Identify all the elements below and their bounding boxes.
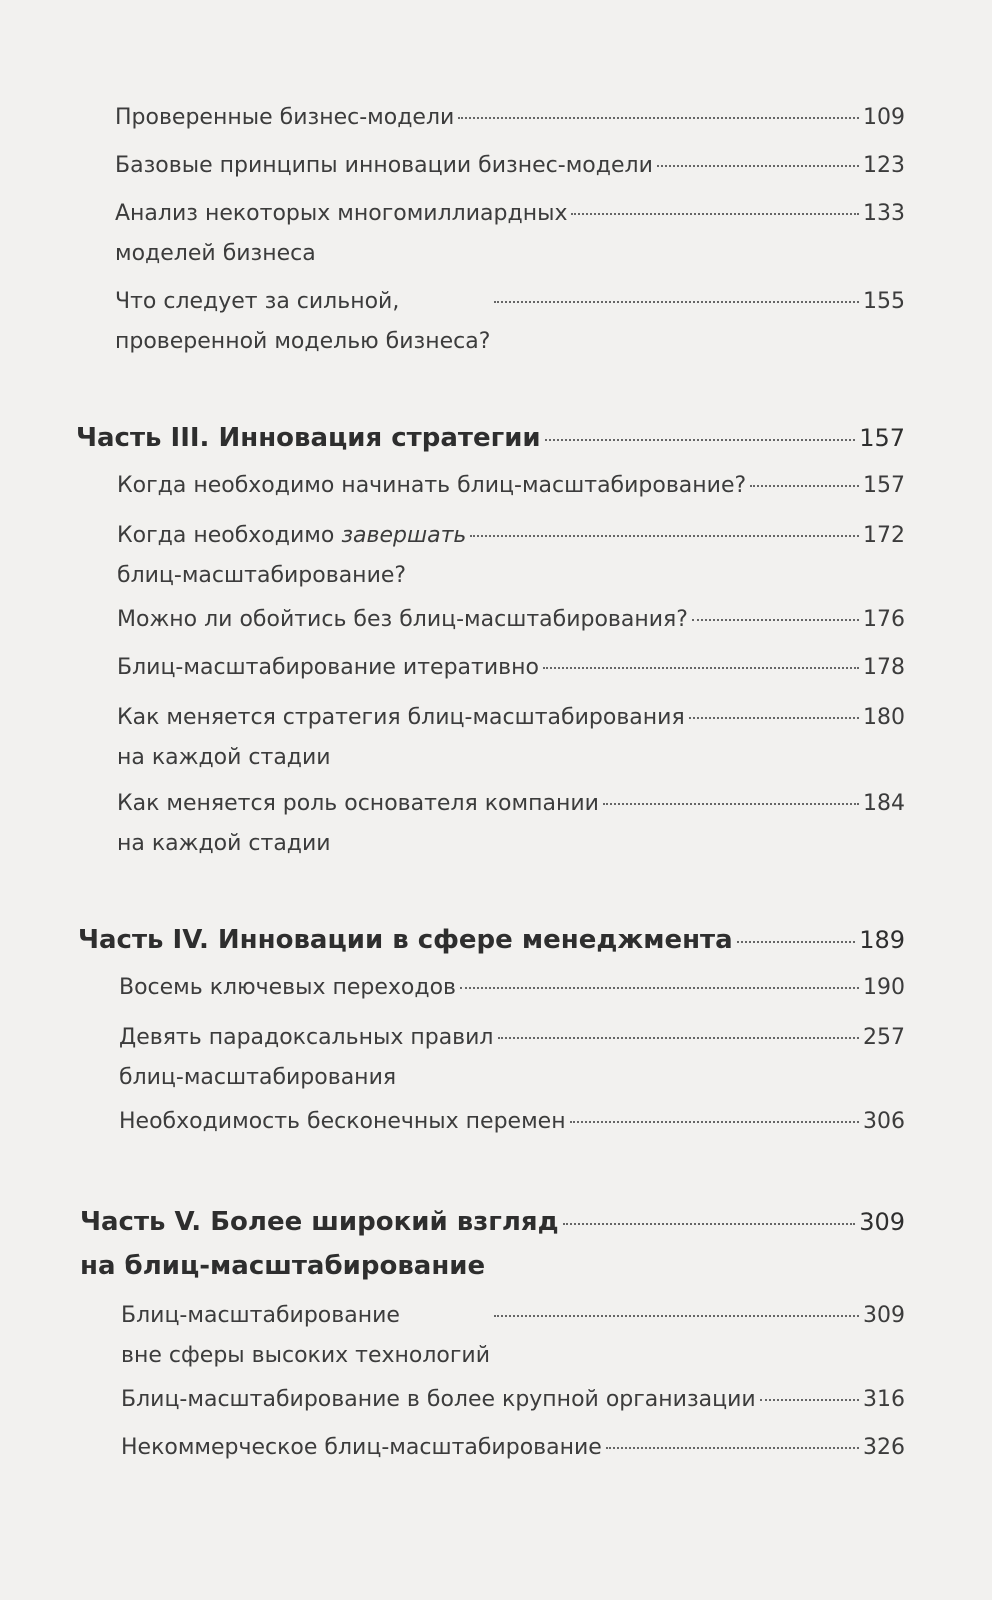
- dot-leader: [458, 117, 859, 119]
- dot-leader: [543, 667, 859, 669]
- toc-entry-title-start: Когда необходимо: [117, 523, 342, 548]
- dot-leader: [737, 941, 856, 943]
- toc-page-number: 316: [863, 1387, 905, 1412]
- toc-page-number: 178: [863, 655, 905, 680]
- toc-entry-title: Блиц-масштабирование в более крупной организации: [121, 1387, 756, 1412]
- toc-page-number: 189: [859, 926, 905, 954]
- toc-entry-title: Проверенные бизнес-модели: [115, 105, 455, 130]
- toc-entry-title-emphasis: завершать: [341, 523, 467, 548]
- toc-page-number: 155: [863, 289, 905, 314]
- dot-leader: [692, 619, 859, 621]
- toc-entry: [121, 1380, 905, 1420]
- toc-page-number: 309: [863, 1303, 905, 1328]
- toc-part-title: Часть III. Инновация стратегии: [76, 423, 541, 453]
- toc-entry: [119, 1102, 905, 1142]
- toc-entry-title: Девять парадоксальных правил блиц-масштабирования: [119, 1025, 494, 1090]
- toc-part-heading: [78, 918, 905, 962]
- toc-entry: [121, 1428, 905, 1468]
- dot-leader: [571, 213, 859, 215]
- toc-entry-title: Блиц-масштабирование итеративно: [117, 655, 539, 680]
- toc-page-number: 184: [863, 791, 905, 816]
- toc-entry-title: Как меняется стратегия блиц-масштабирования на каждой стадии: [117, 705, 685, 770]
- toc-page-number: 309: [859, 1208, 905, 1236]
- toc-page-number: 172: [863, 523, 905, 548]
- dot-leader: [494, 1315, 859, 1317]
- toc-page-number: 326: [863, 1435, 905, 1460]
- toc-entry: [119, 968, 905, 1008]
- toc-page-number: 180: [863, 705, 905, 730]
- dot-leader: [563, 1223, 856, 1225]
- toc-entry: [117, 784, 905, 864]
- dot-leader: [545, 439, 856, 441]
- toc-page-number: 257: [863, 1025, 905, 1050]
- toc-page-number: 157: [863, 473, 905, 498]
- dot-leader: [470, 535, 859, 537]
- toc-entry-title: Как меняется роль основателя компании на каждой стадии: [117, 791, 599, 856]
- dot-leader: [603, 803, 859, 805]
- dot-leader: [689, 717, 859, 719]
- dot-leader: [460, 987, 859, 989]
- dot-leader: [498, 1037, 860, 1039]
- toc-entry-title: Что следует за сильной, проверенной моделью бизнеса?: [115, 289, 491, 354]
- toc-part-heading: [80, 1200, 905, 1288]
- toc-page-number: 176: [863, 607, 905, 632]
- toc-entry-title: Анализ некоторых многомиллиардных моделей бизнеса: [115, 201, 568, 266]
- dot-leader: [657, 165, 859, 167]
- toc-entry: [115, 282, 905, 362]
- toc-page-number: 190: [863, 975, 905, 1000]
- toc-entry: [117, 698, 905, 778]
- toc-entry: [119, 1018, 905, 1098]
- toc-entry-title: Можно ли обойтись без блиц-масштабирования?: [117, 607, 688, 632]
- toc-entry: [115, 146, 905, 186]
- dot-leader: [606, 1447, 859, 1449]
- toc-part-heading: [76, 416, 905, 460]
- toc-entry-title: Базовые принципы инновации бизнес-модели: [115, 153, 653, 178]
- toc-entry: [117, 648, 905, 688]
- toc-entry: [115, 194, 905, 274]
- dot-leader: [750, 485, 859, 487]
- toc-entry-title: Некоммерческое блиц-масштабирование: [121, 1435, 602, 1460]
- toc-entry: [117, 466, 905, 506]
- dot-leader: [570, 1121, 859, 1123]
- dot-leader: [494, 301, 859, 303]
- toc-entry-title: Блиц-масштабирование вне сферы высоких технологий: [121, 1303, 491, 1368]
- toc-part-title: Часть V. Более широкий взгляд на блиц-масштабирование: [80, 1207, 559, 1281]
- toc-entry-title: Необходимость бесконечных перемен: [119, 1109, 566, 1134]
- toc-entry-title: Когда необходимо начинать блиц-масштабирование?: [117, 473, 747, 498]
- toc-page-number: 306: [863, 1109, 905, 1134]
- toc-page-number: 133: [863, 201, 905, 226]
- toc-page-number: 157: [859, 424, 905, 452]
- toc-entry-title: Восемь ключевых переходов: [119, 975, 457, 1000]
- toc-entry: [117, 600, 905, 640]
- toc-entry-title: [117, 516, 466, 596]
- toc-page-number: 109: [863, 105, 905, 130]
- toc-entry: [121, 1296, 905, 1376]
- toc-entry: [117, 516, 905, 596]
- toc-entry: [115, 98, 905, 138]
- toc-part-title: Часть IV. Инновации в сфере менеджмента: [78, 925, 733, 955]
- toc-page-number: 123: [863, 153, 905, 178]
- toc-entry-title-end: блиц-масштабирование?: [117, 563, 407, 588]
- dot-leader: [760, 1399, 859, 1401]
